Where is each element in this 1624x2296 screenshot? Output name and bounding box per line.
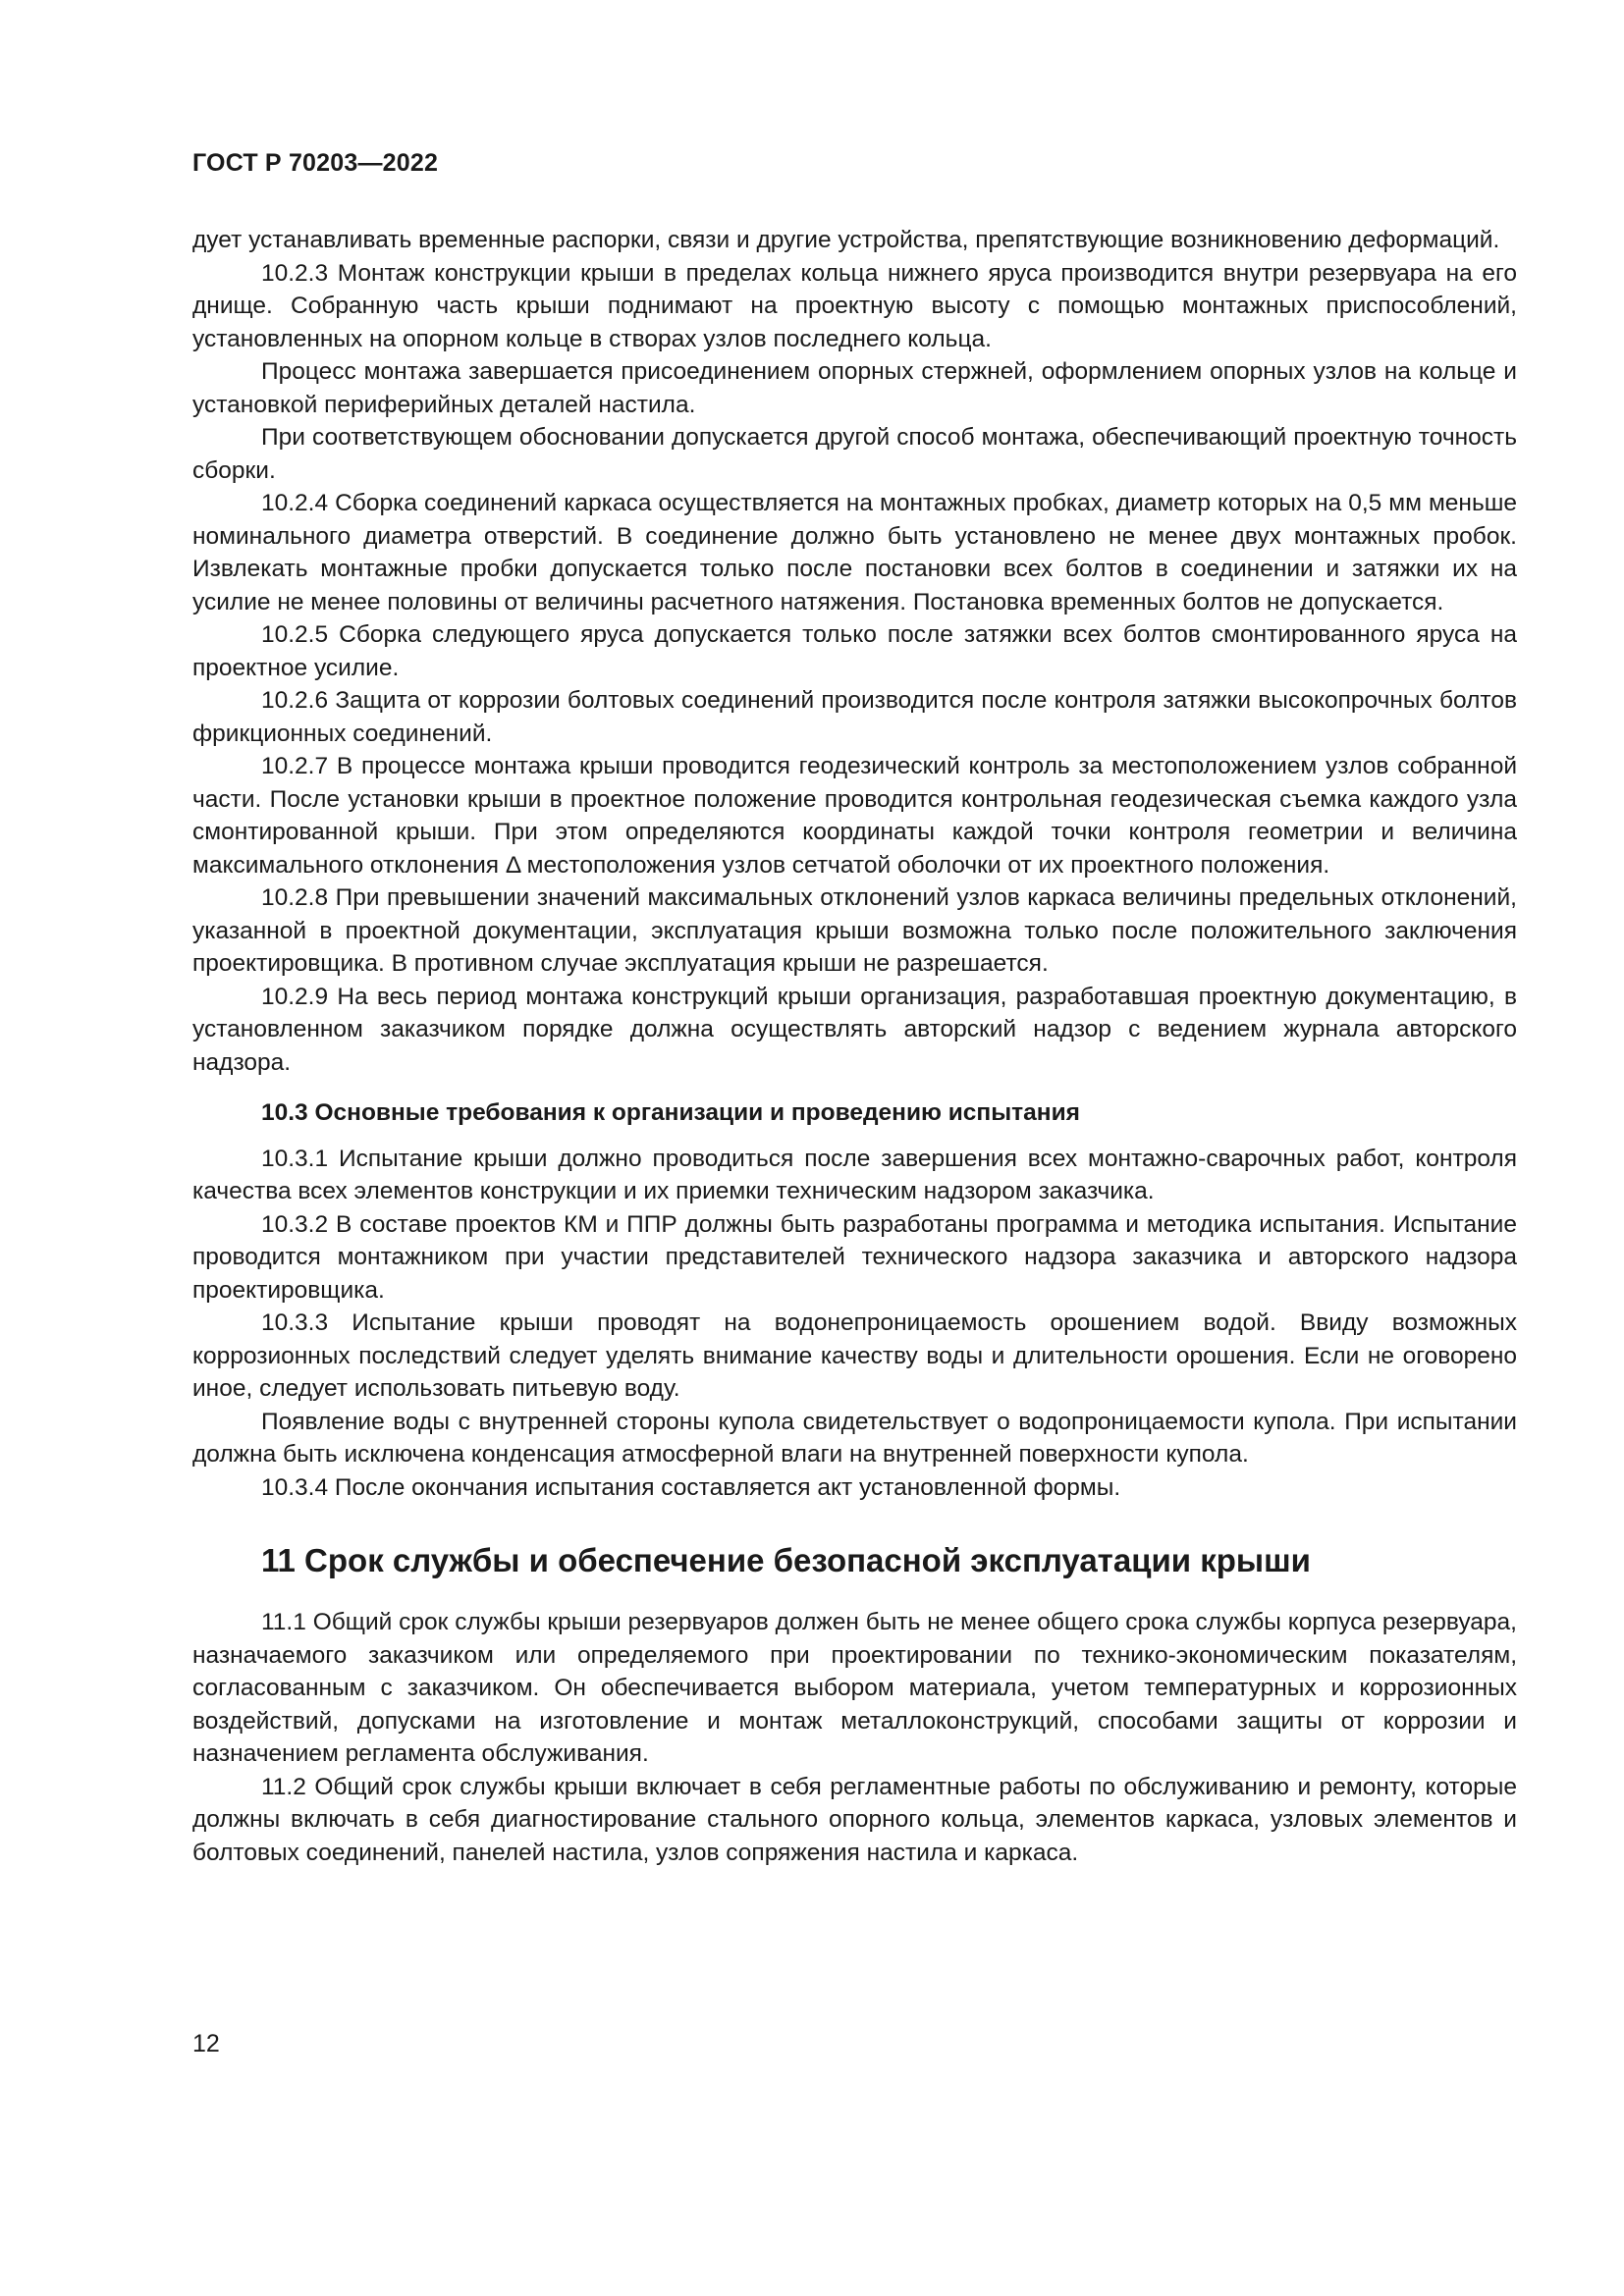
paragraph-10-3-2: 10.3.2 В составе проектов КМ и ППР должны быть разработаны программа и методика испытания. Испытание проводится монтажником при участии представителей технического надзора заказчика и авторского надзора проектировщика. <box>192 1210 1517 1304</box>
paragraph-process: Процесс монтажа завершается присоединением опорных стержней, оформлением опорных узлов на кольце и установкой периферийных деталей настила. <box>192 358 1517 418</box>
paragraph-11-1: 11.1 Общий срок службы крыши резервуаров должен быть не менее общего срока службы корпуса резервуара, назначаемого заказчиком или определяемого при проектировании по технико-экономическим показателям, согласованным с заказчиком. Он обеспечивается выбором материала, учетом температурных и коррозионных воздействий, допусками на изготовление и монтаж металлоконструкций, способами защиты от коррозии и назначением регламента обслуживания. <box>192 1609 1517 1767</box>
paragraph-11-2: 11.2 Общий срок службы крыши включает в себя регламентные работы по обслуживанию и ремонту, которые должны включать в себя диагностирование стального опорного кольца, элементов каркаса, узловых элементов и болтовых соединений, панелей настила, узлов сопряжения настила и каркаса. <box>192 1773 1517 1866</box>
paragraph-10-2-9: 10.2.9 На весь период монтажа конструкций крыши организация, разработавшая проектную документацию, в установленном заказчиком порядке должна осуществлять авторский надзор с ведением журнала авторского надзора. <box>192 983 1517 1076</box>
paragraph-10-3-4: 10.3.4 После окончания испытания составляется акт установленной формы. <box>261 1473 1121 1501</box>
section-heading-11: 11 Срок службы и обеспечение безопасной эксплуатации крыши <box>261 1542 1311 1578</box>
paragraph-10-2-3: 10.2.3 Монтаж конструкции крыши в пределах кольца нижнего яруса производится внутри резервуара на его днище. Собранную часть крыши поднимают на проектную высоту с помощью монтажных приспособлений, установленных на опорном кольце в створах узлов последнего кольца. <box>192 259 1517 352</box>
paragraph-water: Появление воды с внутренней стороны купола свидетельствует о водопроницаемости купола. При испытании должна быть исключена конденсация атмосферной влаги на внутренней поверхности купола. <box>192 1408 1517 1468</box>
paragraph-10-2-5: 10.2.5 Сборка следующего яруса допускается только после затяжки всех болтов смонтированного яруса на проектное усилие. <box>192 621 1517 681</box>
paragraph-10-2-8: 10.2.8 При превышении значений максимальных отклонений узлов каркаса величины предельных отклонений, указанной в проектной документации, эксплуатация крыши возможна только после положительного заключения проектировщика. В противном случае эксплуатация крыши не разрешается. <box>192 884 1517 977</box>
paragraph-10-3-1: 10.3.1 Испытание крыши должно проводиться после завершения всех монтажно-сварочных работ, контроля качества всех элементов конструкции и их приемки техническим надзором заказчика. <box>192 1145 1517 1204</box>
document-header: ГОСТ Р 70203—2022 <box>192 149 439 177</box>
paragraph-10-2-7: 10.2.7 В процессе монтажа крыши проводится геодезический контроль за местоположением узлов собранной части. После установки крыши в проектное положение проводится контрольная геодезическая съемка каждого узла смонтированной крыши. При этом определяются координаты каждой точки контроля геометрии и величина максимального отклонения Δ местоположения узлов сетчатой оболочки от их проектного положения. <box>192 753 1517 879</box>
paragraph-10-2-6: 10.2.6 Защита от коррозии болтовых соединений производится после контроля затяжки высокопрочных болтов фрикционных соединений. <box>192 687 1517 747</box>
paragraph-10-3-3: 10.3.3 Испытание крыши проводят на водонепроницаемость орошением водой. Ввиду возможных коррозионных последствий следует уделять внимание качеству воды и длительности орошения. Если не оговорено иное, следует использовать питьевую воду. <box>192 1309 1517 1402</box>
paragraph-continuation: дует устанавливать временные распорки, связи и другие устройства, препятствующие возникновению деформаций. <box>192 227 1500 253</box>
paragraph-alternative: При соответствующем обосновании допускается другой способ монтажа, обеспечивающий проектную точность сборки. <box>192 424 1517 484</box>
section-heading-10-3: 10.3 Основные требования к организации и проведению испытания <box>261 1099 1080 1126</box>
paragraph-10-2-4: 10.2.4 Сборка соединений каркаса осуществляется на монтажных пробках, диаметр которых на 0,5 мм меньше номинального диаметра отверстий. В соединение должно быть установлено не менее двух монтажных пробок. Извлекать монтажные пробки допускается только после постановки всех болтов в соединении и затяжки их на усилие не менее половины от величины расчетного натяжения. Постановка временных болтов не допускается. <box>192 490 1517 615</box>
page-number: 12 <box>192 2030 220 2057</box>
document-body <box>192 224 1517 1869</box>
